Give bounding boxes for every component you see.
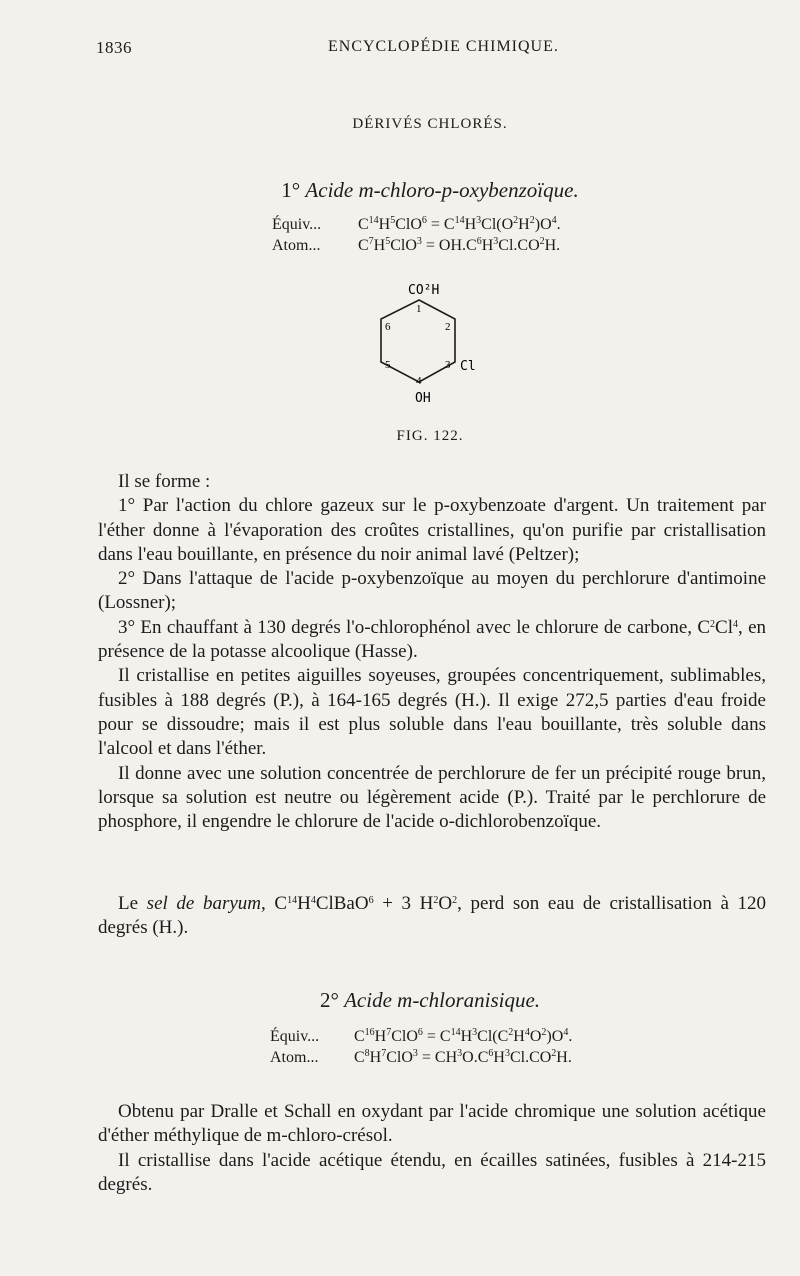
- compound2-title: [0, 988, 800, 1013]
- label-hydroxyl: OH: [415, 391, 431, 406]
- compound1-atom-row: [272, 235, 561, 256]
- position-1: 1: [416, 303, 422, 315]
- compound2-formulas: [270, 1026, 572, 1068]
- reactions-paragraph: Il donne avec une solution concentrée de perchlorure de fer un précipité rouge brun, lorsque sa solution est neutre ou légèrement acide (P.). Traité par le perchlorure de phosphore, il engendre le chlorure de l'acide o-dichlorobenzoïque.: [98, 762, 766, 833]
- compound2-atom-row: [270, 1047, 572, 1068]
- atom-label: Atom...: [272, 237, 321, 254]
- position-6: 6: [385, 321, 391, 333]
- atom-formula-2: $C^8H^7ClO^3 = CH^3O.C^6H^3Cl.CO^2H$.: [354, 1048, 572, 1066]
- equiv-label: Équiv...: [272, 216, 322, 233]
- benzene-ring-figure: [360, 276, 500, 416]
- formation-item-2: 2° Dans l'attaque de l'acide p-oxybenzoïque au moyen du perchlorure d'antimoine (Lossner);: [98, 568, 766, 614]
- compound2-name: Acide m-chloranisique.: [344, 988, 541, 1012]
- compound1-formulas: [272, 214, 561, 256]
- figure-caption: FIG. 122.: [396, 428, 464, 444]
- page-header: [96, 38, 760, 64]
- section-title: DÉRIVÉS CHLORÉS.: [352, 116, 508, 132]
- position-5: 5: [385, 359, 391, 371]
- body-text-1: [98, 470, 766, 834]
- compound1-title: [0, 178, 800, 203]
- preparation-paragraph: Obtenu par Dralle et Schall en oxydant par l'acide chromique une solution acétique d'éther méthylique de m-chloro-crésol.: [98, 1101, 766, 1147]
- benzene-ring-svg: [360, 276, 500, 416]
- compound1-name: Acide m-chloro-p-oxybenzoïque.: [305, 178, 579, 202]
- compound1-number: 1°: [281, 178, 301, 202]
- salt-suffix: , perd son eau de cristallisation à 120 degrés (H.).: [98, 893, 767, 939]
- barium-salt-formula: $C^{14}H^4ClBaO^6 + 3$ $H^2O^2$: [274, 893, 458, 914]
- label-carboxyl: CO²H: [408, 283, 440, 298]
- compound2-equiv-row: [270, 1026, 572, 1047]
- formation-item-3: [98, 616, 766, 665]
- equiv-label-2: Équiv...: [270, 1028, 320, 1045]
- position-4: 4: [416, 375, 422, 387]
- compound2-number: 2°: [319, 988, 339, 1012]
- body-text-2: [98, 1100, 766, 1197]
- running-title: ENCYCLOPÉDIE CHIMIQUE.: [328, 38, 559, 55]
- page-number: 1836: [96, 38, 132, 57]
- position-3: 3: [445, 359, 451, 371]
- salt-name: sel de baryum,: [146, 893, 266, 914]
- item3-part2: , en présence de la potasse alcoolique (Hasse).: [98, 616, 767, 663]
- label-chlorine: Cl: [460, 359, 476, 374]
- position-2: 2: [445, 321, 451, 333]
- barium-salt-paragraph: [98, 892, 766, 941]
- properties-paragraph: Il cristallise en petites aiguilles soyeuses, groupées concentriquement, sublimables, fusibles à 188 degrés (P.), à 164-165 degrés (H.). Il exige 272,5 parties d'eau froide pour se dissoudre; mais il est plus soluble dans l'eau bouillante, très soluble dans l'alcool et dans l'éther.: [98, 665, 766, 760]
- formation-item-1: 1° Par l'action du chlore gazeux sur le p-oxybenzoate d'argent. Un traitement par l'éther donne à l'évaporation des croûtes cristallines, qu'on purifie par cristallisation dans l'eau bouillante, en présence du noir animal lavé (Peltzer);: [98, 495, 766, 565]
- salt-prefix: Le: [118, 893, 139, 914]
- crystallization-paragraph: Il cristallise dans l'acide acétique étendu, en écailles satinées, fusibles à 214-215 degrés.: [98, 1149, 766, 1195]
- carbon-chloride-formula: $C^2Cl^4$: [697, 616, 738, 638]
- atom-label-2: Atom...: [270, 1049, 319, 1066]
- body-text-salt: [98, 892, 766, 941]
- equiv-formula-2: $C^{16}H^7ClO^6 = C^{14}H^3Cl(C^2H^4O^2)O^4$.: [354, 1027, 573, 1045]
- formation-intro: Il se forme :: [118, 471, 211, 492]
- compound1-equiv-row: [272, 214, 561, 235]
- atom-formula: $C^7H^5ClO^3 = OH.C^6H^3Cl.CO^2H$.: [358, 236, 561, 254]
- equiv-formula: $C^{14}H^5ClO^6 = C^{14}H^3Cl(O^2H^2)O^4$.: [358, 215, 561, 233]
- item3-part1: 3° En chauffant à 130 degrés l'o-chlorophénol avec le chlorure de carbone,: [118, 616, 693, 638]
